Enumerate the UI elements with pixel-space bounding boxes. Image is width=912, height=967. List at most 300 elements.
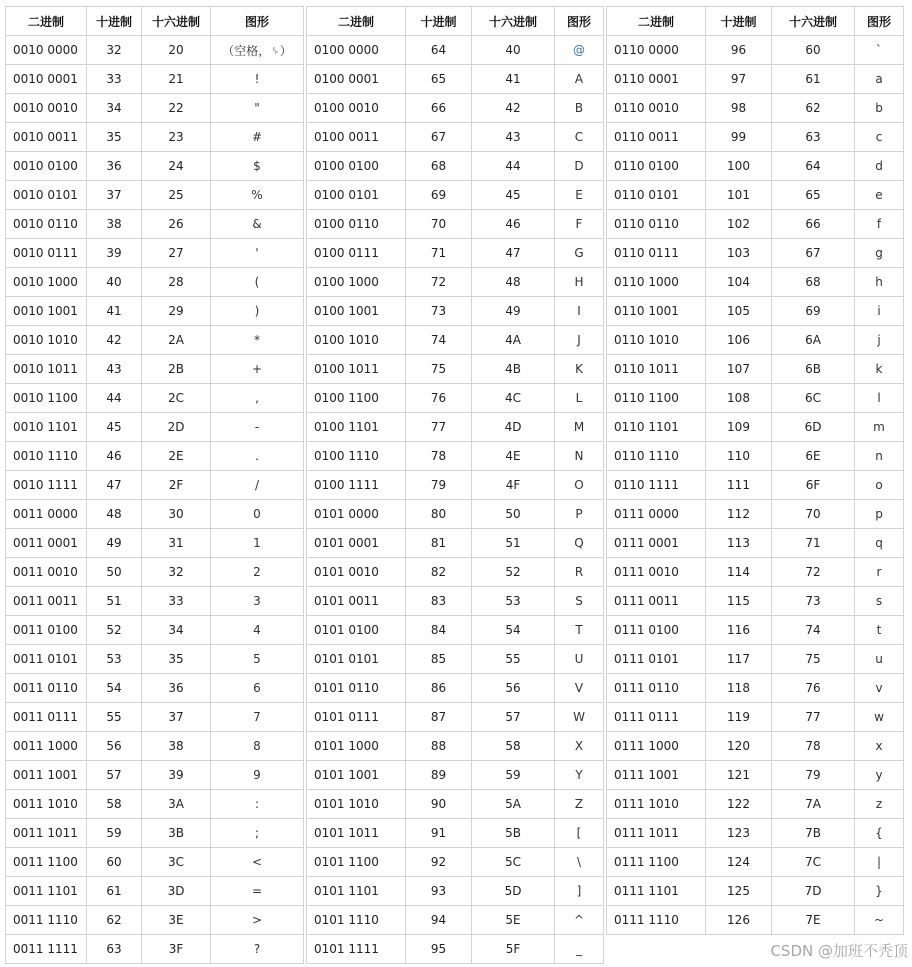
binary-cell: 0010 1101 xyxy=(6,413,87,442)
hex-cell: 45 xyxy=(472,181,555,210)
hex-cell: 76 xyxy=(772,674,855,703)
table-row xyxy=(307,384,604,413)
decimal-cell: 71 xyxy=(406,239,472,268)
table-row xyxy=(6,94,304,123)
watermark: CSDN @加班不秃顶 xyxy=(770,942,908,960)
glyph-cell: & xyxy=(211,210,304,239)
hex-cell: 3C xyxy=(142,848,211,877)
hex-cell: 47 xyxy=(472,239,555,268)
hex-cell: 7E xyxy=(772,906,855,935)
table-row xyxy=(307,123,604,152)
hex-cell: 51 xyxy=(472,529,555,558)
glyph-cell: \ xyxy=(555,848,604,877)
table-row xyxy=(6,384,304,413)
binary-cell: 0100 1010 xyxy=(307,326,406,355)
decimal-cell: 94 xyxy=(406,906,472,935)
hex-cell: 30 xyxy=(142,500,211,529)
glyph-cell: i xyxy=(855,297,904,326)
decimal-cell: 126 xyxy=(706,906,772,935)
hex-cell: 4D xyxy=(472,413,555,442)
table-row xyxy=(607,297,904,326)
decimal-cell: 112 xyxy=(706,500,772,529)
glyph-cell: ? xyxy=(211,935,304,964)
binary-cell: 0010 1100 xyxy=(6,384,87,413)
glyph-cell: m xyxy=(855,413,904,442)
binary-cell: 0111 0000 xyxy=(607,500,706,529)
binary-cell: 0010 1110 xyxy=(6,442,87,471)
glyph-cell: 5 xyxy=(211,645,304,674)
decimal-cell: 107 xyxy=(706,355,772,384)
hex-cell: 63 xyxy=(772,123,855,152)
binary-cell: 0101 1101 xyxy=(307,877,406,906)
table-row xyxy=(607,674,904,703)
decimal-cell: 57 xyxy=(87,761,142,790)
binary-cell: 0111 0111 xyxy=(607,703,706,732)
table-row xyxy=(307,239,604,268)
decimal-cell: 105 xyxy=(706,297,772,326)
glyph-cell: z xyxy=(855,790,904,819)
decimal-cell: 45 xyxy=(87,413,142,442)
decimal-cell: 77 xyxy=(406,413,472,442)
hex-cell: 55 xyxy=(472,645,555,674)
binary-cell: 0100 0101 xyxy=(307,181,406,210)
decimal-cell: 69 xyxy=(406,181,472,210)
table-row xyxy=(6,732,304,761)
hex-cell: 32 xyxy=(142,558,211,587)
table-row xyxy=(607,123,904,152)
binary-cell: 0010 1001 xyxy=(6,297,87,326)
hex-cell: 2B xyxy=(142,355,211,384)
table-row xyxy=(607,906,904,935)
decimal-cell: 120 xyxy=(706,732,772,761)
table-row xyxy=(6,645,304,674)
glyph-cell: x xyxy=(855,732,904,761)
binary-cell: 0011 0111 xyxy=(6,703,87,732)
decimal-cell: 104 xyxy=(706,268,772,297)
binary-cell: 0100 1100 xyxy=(307,384,406,413)
hex-cell: 57 xyxy=(472,703,555,732)
glyph-cell: Y xyxy=(555,761,604,790)
table-row xyxy=(6,848,304,877)
glyph-cell: 6 xyxy=(211,674,304,703)
glyph-cell: } xyxy=(855,877,904,906)
hex-cell: 6E xyxy=(772,442,855,471)
decimal-cell: 79 xyxy=(406,471,472,500)
table-row xyxy=(607,413,904,442)
decimal-cell: 98 xyxy=(706,94,772,123)
hex-cell: 36 xyxy=(142,674,211,703)
decimal-cell: 44 xyxy=(87,384,142,413)
binary-cell: 0010 0011 xyxy=(6,123,87,152)
hex-cell: 31 xyxy=(142,529,211,558)
glyph-cell: u xyxy=(855,645,904,674)
decimal-cell: 38 xyxy=(87,210,142,239)
table-row xyxy=(607,239,904,268)
binary-cell: 0011 1001 xyxy=(6,761,87,790)
table-body xyxy=(607,36,904,935)
hex-cell: 6C xyxy=(772,384,855,413)
binary-cell: 0101 1110 xyxy=(307,906,406,935)
binary-cell: 0011 0110 xyxy=(6,674,87,703)
hex-cell: 50 xyxy=(472,500,555,529)
glyph-cell: ' xyxy=(211,239,304,268)
glyph-cell: , xyxy=(211,384,304,413)
table-row xyxy=(607,65,904,94)
glyph-cell: * xyxy=(211,326,304,355)
binary-cell: 0111 1000 xyxy=(607,732,706,761)
glyph-cell: （空格，␠） xyxy=(211,36,304,65)
glyph-cell: G xyxy=(555,239,604,268)
decimal-cell: 58 xyxy=(87,790,142,819)
table-row xyxy=(6,181,304,210)
table-row xyxy=(607,355,904,384)
table-row xyxy=(607,703,904,732)
decimal-cell: 113 xyxy=(706,529,772,558)
binary-cell: 0111 0110 xyxy=(607,674,706,703)
table-row xyxy=(6,500,304,529)
glyph-cell: F xyxy=(555,210,604,239)
ascii-tables xyxy=(5,6,904,964)
header-decimal: 十进制 xyxy=(706,7,772,36)
hex-cell: 22 xyxy=(142,94,211,123)
glyph-cell: h xyxy=(855,268,904,297)
hex-cell: 5F xyxy=(472,935,555,964)
decimal-cell: 100 xyxy=(706,152,772,181)
header-row xyxy=(307,7,604,36)
binary-cell: 0100 1111 xyxy=(307,471,406,500)
hex-cell: 5A xyxy=(472,790,555,819)
binary-cell: 0110 0101 xyxy=(607,181,706,210)
decimal-cell: 48 xyxy=(87,500,142,529)
hex-cell: 4B xyxy=(472,355,555,384)
decimal-cell: 91 xyxy=(406,819,472,848)
binary-cell: 0110 0010 xyxy=(607,94,706,123)
binary-cell: 0011 1110 xyxy=(6,906,87,935)
hex-cell: 52 xyxy=(472,558,555,587)
glyph-cell: $ xyxy=(211,152,304,181)
decimal-cell: 46 xyxy=(87,442,142,471)
header-glyph: 图形 xyxy=(855,7,904,36)
binary-cell: 0111 1001 xyxy=(607,761,706,790)
glyph-cell: | xyxy=(855,848,904,877)
hex-cell: 2A xyxy=(142,326,211,355)
decimal-cell: 118 xyxy=(706,674,772,703)
binary-cell: 0110 1111 xyxy=(607,471,706,500)
glyph-cell: ^ xyxy=(555,906,604,935)
table-row xyxy=(6,935,304,964)
glyph-cell: Z xyxy=(555,790,604,819)
table-row xyxy=(607,152,904,181)
glyph-cell: D xyxy=(555,152,604,181)
decimal-cell: 90 xyxy=(406,790,472,819)
table-row xyxy=(307,790,604,819)
table-row xyxy=(607,848,904,877)
glyph-cell: 2 xyxy=(211,558,304,587)
hex-cell: 69 xyxy=(772,297,855,326)
binary-cell: 0010 0111 xyxy=(6,239,87,268)
glyph-cell: l xyxy=(855,384,904,413)
table-row xyxy=(6,152,304,181)
binary-cell: 0011 1011 xyxy=(6,819,87,848)
decimal-cell: 72 xyxy=(406,268,472,297)
binary-cell: 0100 1001 xyxy=(307,297,406,326)
table-row xyxy=(6,703,304,732)
decimal-cell: 35 xyxy=(87,123,142,152)
hex-cell: 67 xyxy=(772,239,855,268)
glyph-cell: : xyxy=(211,790,304,819)
decimal-cell: 110 xyxy=(706,442,772,471)
header-hex: 十六进制 xyxy=(142,7,211,36)
glyph-cell: # xyxy=(211,123,304,152)
decimal-cell: 89 xyxy=(406,761,472,790)
binary-cell: 0111 1100 xyxy=(607,848,706,877)
binary-cell: 0110 0100 xyxy=(607,152,706,181)
decimal-cell: 83 xyxy=(406,587,472,616)
glyph-cell: 4 xyxy=(211,616,304,645)
glyph-cell: A xyxy=(555,65,604,94)
glyph-cell: I xyxy=(555,297,604,326)
header-glyph: 图形 xyxy=(211,7,304,36)
table-row xyxy=(607,36,904,65)
hex-cell: 43 xyxy=(472,123,555,152)
binary-cell: 0011 1000 xyxy=(6,732,87,761)
glyph-cell: - xyxy=(211,413,304,442)
hex-cell: 28 xyxy=(142,268,211,297)
glyph-cell: S xyxy=(555,587,604,616)
table-row xyxy=(307,326,604,355)
binary-cell: 0100 0110 xyxy=(307,210,406,239)
decimal-cell: 101 xyxy=(706,181,772,210)
table-body xyxy=(6,36,304,964)
decimal-cell: 32 xyxy=(87,36,142,65)
hex-cell: 5E xyxy=(472,906,555,935)
hex-cell: 4A xyxy=(472,326,555,355)
binary-cell: 0100 1110 xyxy=(307,442,406,471)
hex-cell: 3D xyxy=(142,877,211,906)
hex-cell: 4F xyxy=(472,471,555,500)
hex-cell: 48 xyxy=(472,268,555,297)
hex-cell: 53 xyxy=(472,587,555,616)
binary-cell: 0100 0111 xyxy=(307,239,406,268)
glyph-cell: 8 xyxy=(211,732,304,761)
binary-cell: 0101 0110 xyxy=(307,674,406,703)
binary-cell: 0010 0110 xyxy=(6,210,87,239)
table-row xyxy=(607,732,904,761)
decimal-cell: 52 xyxy=(87,616,142,645)
table-row xyxy=(6,297,304,326)
binary-cell: 0110 0111 xyxy=(607,239,706,268)
decimal-cell: 115 xyxy=(706,587,772,616)
table-row xyxy=(307,674,604,703)
table-row xyxy=(6,239,304,268)
glyph-cell: U xyxy=(555,645,604,674)
glyph-cell: " xyxy=(211,94,304,123)
glyph-cell: ` xyxy=(855,36,904,65)
table-row xyxy=(607,558,904,587)
glyph-cell: k xyxy=(855,355,904,384)
decimal-cell: 125 xyxy=(706,877,772,906)
decimal-cell: 64 xyxy=(406,36,472,65)
table-row xyxy=(307,471,604,500)
glyph-cell: L xyxy=(555,384,604,413)
hex-cell: 59 xyxy=(472,761,555,790)
table-body xyxy=(307,36,604,964)
hex-cell: 49 xyxy=(472,297,555,326)
hex-cell: 6D xyxy=(772,413,855,442)
decimal-cell: 54 xyxy=(87,674,142,703)
table-row xyxy=(307,877,604,906)
hex-cell: 6F xyxy=(772,471,855,500)
decimal-cell: 49 xyxy=(87,529,142,558)
glyph-cell: _ xyxy=(555,935,604,964)
hex-cell: 37 xyxy=(142,703,211,732)
glyph-cell: = xyxy=(211,877,304,906)
decimal-cell: 60 xyxy=(87,848,142,877)
table-row xyxy=(6,65,304,94)
decimal-cell: 61 xyxy=(87,877,142,906)
glyph-cell: > xyxy=(211,906,304,935)
binary-cell: 0110 1101 xyxy=(607,413,706,442)
binary-cell: 0110 0011 xyxy=(607,123,706,152)
glyph-cell: s xyxy=(855,587,904,616)
glyph-cell: N xyxy=(555,442,604,471)
glyph-cell: j xyxy=(855,326,904,355)
decimal-cell: 81 xyxy=(406,529,472,558)
binary-cell: 0010 0000 xyxy=(6,36,87,65)
glyph-cell: 1 xyxy=(211,529,304,558)
binary-cell: 0100 1101 xyxy=(307,413,406,442)
hex-cell: 73 xyxy=(772,587,855,616)
table-row xyxy=(6,471,304,500)
hex-cell: 71 xyxy=(772,529,855,558)
table-row xyxy=(607,384,904,413)
hex-cell: 33 xyxy=(142,587,211,616)
binary-cell: 0011 0011 xyxy=(6,587,87,616)
binary-cell: 0100 0011 xyxy=(307,123,406,152)
glyph-cell: b xyxy=(855,94,904,123)
decimal-cell: 106 xyxy=(706,326,772,355)
hex-cell: 62 xyxy=(772,94,855,123)
table-row xyxy=(607,587,904,616)
glyph-cell: a xyxy=(855,65,904,94)
binary-cell: 0010 1010 xyxy=(6,326,87,355)
table-row xyxy=(307,268,604,297)
hex-cell: 3F xyxy=(142,935,211,964)
decimal-cell: 34 xyxy=(87,94,142,123)
decimal-cell: 36 xyxy=(87,152,142,181)
decimal-cell: 68 xyxy=(406,152,472,181)
decimal-cell: 95 xyxy=(406,935,472,964)
binary-cell: 0011 0100 xyxy=(6,616,87,645)
glyph-cell: o xyxy=(855,471,904,500)
table-row xyxy=(6,790,304,819)
binary-cell: 0101 1111 xyxy=(307,935,406,964)
hex-cell: 46 xyxy=(472,210,555,239)
table-row xyxy=(307,761,604,790)
table-row xyxy=(607,268,904,297)
decimal-cell: 41 xyxy=(87,297,142,326)
table-row xyxy=(307,819,604,848)
table-row xyxy=(307,94,604,123)
table-row xyxy=(307,152,604,181)
binary-cell: 0101 0000 xyxy=(307,500,406,529)
binary-cell: 0011 1111 xyxy=(6,935,87,964)
decimal-cell: 97 xyxy=(706,65,772,94)
glyph-cell: X xyxy=(555,732,604,761)
binary-cell: 0011 0001 xyxy=(6,529,87,558)
glyph-cell: e xyxy=(855,181,904,210)
header-hex: 十六进制 xyxy=(772,7,855,36)
hex-cell: 34 xyxy=(142,616,211,645)
decimal-cell: 33 xyxy=(87,65,142,94)
table-row xyxy=(607,500,904,529)
glyph-cell: 9 xyxy=(211,761,304,790)
decimal-cell: 88 xyxy=(406,732,472,761)
table-row xyxy=(307,935,604,964)
hex-cell: 56 xyxy=(472,674,555,703)
table-row xyxy=(307,210,604,239)
hex-cell: 3E xyxy=(142,906,211,935)
glyph-cell: 0 xyxy=(211,500,304,529)
hex-cell: 77 xyxy=(772,703,855,732)
decimal-cell: 117 xyxy=(706,645,772,674)
glyph-cell: . xyxy=(211,442,304,471)
decimal-cell: 59 xyxy=(87,819,142,848)
table-row xyxy=(607,819,904,848)
binary-cell: 0110 1001 xyxy=(607,297,706,326)
hex-cell: 4E xyxy=(472,442,555,471)
header-row xyxy=(6,7,304,36)
table-row xyxy=(307,36,604,65)
hex-cell: 35 xyxy=(142,645,211,674)
header-decimal: 十进制 xyxy=(87,7,142,36)
binary-cell: 0011 0000 xyxy=(6,500,87,529)
glyph-cell: W xyxy=(555,703,604,732)
hex-cell: 65 xyxy=(772,181,855,210)
binary-cell: 0010 1011 xyxy=(6,355,87,384)
decimal-cell: 40 xyxy=(87,268,142,297)
glyph-cell: ~ xyxy=(855,906,904,935)
decimal-cell: 51 xyxy=(87,587,142,616)
glyph-cell: V xyxy=(555,674,604,703)
decimal-cell: 53 xyxy=(87,645,142,674)
binary-cell: 0110 1100 xyxy=(607,384,706,413)
hex-cell: 58 xyxy=(472,732,555,761)
decimal-cell: 42 xyxy=(87,326,142,355)
hex-cell: 7A xyxy=(772,790,855,819)
hex-cell: 21 xyxy=(142,65,211,94)
table-row xyxy=(607,529,904,558)
decimal-cell: 73 xyxy=(406,297,472,326)
hex-cell: 61 xyxy=(772,65,855,94)
binary-cell: 0010 1000 xyxy=(6,268,87,297)
glyph-cell: C xyxy=(555,123,604,152)
glyph-cell: < xyxy=(211,848,304,877)
hex-cell: 7D xyxy=(772,877,855,906)
decimal-cell: 62 xyxy=(87,906,142,935)
ascii-table-64-95 xyxy=(306,6,604,964)
binary-cell: 0110 0001 xyxy=(607,65,706,94)
decimal-cell: 74 xyxy=(406,326,472,355)
decimal-cell: 99 xyxy=(706,123,772,152)
glyph-cell: H xyxy=(555,268,604,297)
hex-cell: 70 xyxy=(772,500,855,529)
decimal-cell: 37 xyxy=(87,181,142,210)
hex-cell: 3A xyxy=(142,790,211,819)
table-row xyxy=(607,877,904,906)
table-row xyxy=(307,181,604,210)
binary-cell: 0110 0110 xyxy=(607,210,706,239)
